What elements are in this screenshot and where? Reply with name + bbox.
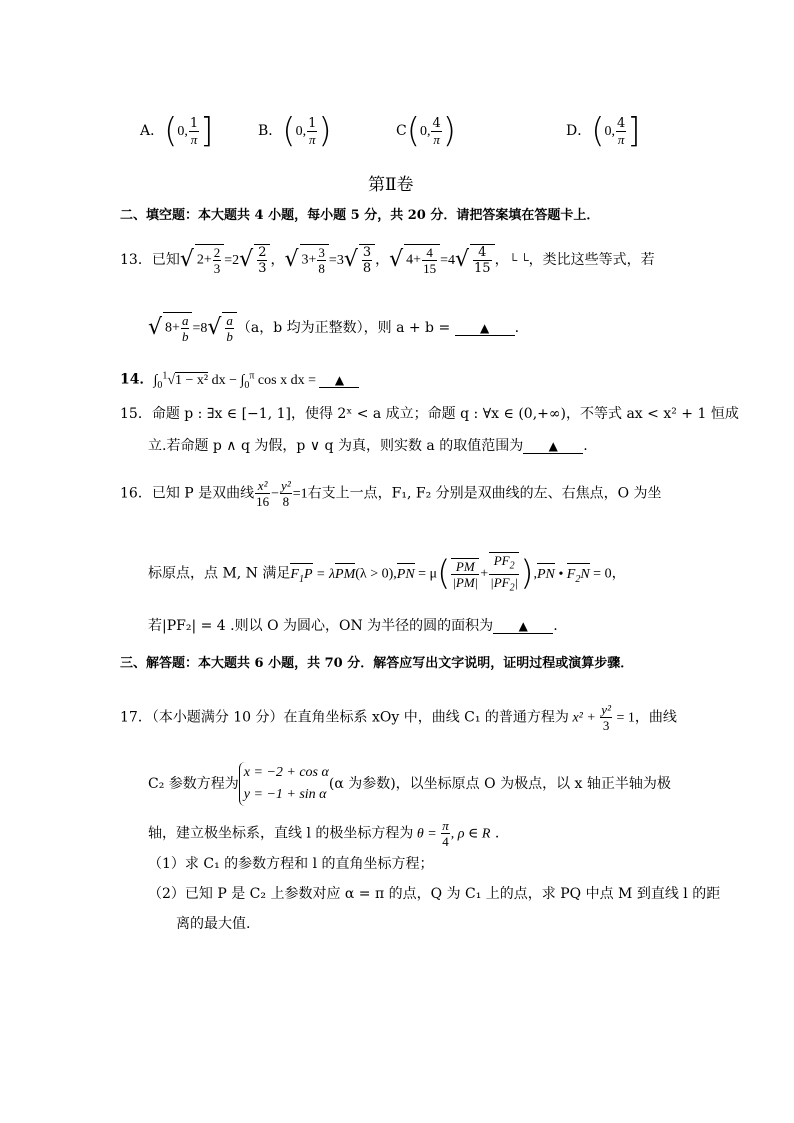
q16-line3: 若|PF₂| = 4 .则以 O 为圆心，ON 为半径的圆的面积为 ▲ . bbox=[148, 618, 558, 634]
q15-line2: 立.若命题 p ∧ q 为假，p ∨ q 为真，则实数 a 的取值范围为 ▲ . bbox=[148, 438, 588, 454]
q17-part2-line1: （2）已知 P 是 C₂ 上参数对应 α = π 的点，Q 为 C₁ 上的点，求 PQ 中点 M 到直线 l 的距 bbox=[148, 886, 721, 902]
q13-answer-blank: ▲ bbox=[455, 321, 515, 336]
section2-header: 二、填空题：本大题共 4 小题，每小题 5 分，共 20 分．请把答案填在答题卡上． bbox=[120, 208, 600, 223]
q17-part1: （1）求 C₁ 的参数方程和 l 的直角坐标方程； bbox=[148, 856, 434, 872]
section-title: 第Ⅱ卷 bbox=[368, 175, 414, 195]
q16-line2: 标原点，点 M, N 满足$F_1P = \lambda PM(\lambda > 0),PN = \mu$( $\frac{PM}{|PM|}$ + $\frac{PF_2}{|PF_2|}$ ),PN • $F_2N = 0$， bbox=[148, 553, 626, 594]
option-d: D．(0, $\frac{4}{\pi}$ ] bbox=[566, 111, 641, 151]
q16-answer-blank: ▲ bbox=[493, 619, 553, 634]
q17-part2-line2: 离的最大值. bbox=[176, 916, 251, 932]
option-b: B．(0, $\frac{1}{\pi}$ ) bbox=[258, 111, 332, 151]
q14-line: 14．$\int_0^1√1 - x^2$ dx − $\int_0^\pi$ cos x dx = ▲ bbox=[120, 366, 359, 395]
option-c: C(0, $\frac{4}{\pi}$ ) bbox=[396, 111, 457, 151]
q17-line3: 轴，建立极坐标系，直线 l 的极坐标方程为 θ = $\frac{\pi}{4}$ , ρ ∈ R . bbox=[148, 818, 500, 849]
section3-header: 三、解答题：本大题共 6 小题，共 70 分．解答应写出文字说明，证明过程或演算步骤． bbox=[120, 656, 634, 671]
q15-answer-blank: ▲ bbox=[523, 439, 583, 454]
option-a: A．(0, $\frac{1}{\pi}$ ] bbox=[140, 111, 214, 151]
q16-line1: 16．已知 P 是双曲线 $\frac{\text{x²}}{16}$ − $\frac{\text{y²}}{8}$ =1右支上一点，F₁, F₂ 分别是双曲线的左、右焦点，O 为坐 bbox=[120, 478, 662, 509]
q13-line1: 13．已知√ 2+ $\frac{2}{3}$ =2√ $\frac{2}{3}$ ，√ 3+ $\frac{3}{8}$ =3√ $\frac{3}{8}$ ，√ 4+ $\frac{4}{15}$ =4√ $\frac{4}{15}$ ，└ └，类比这些等式，若 bbox=[120, 245, 655, 276]
q13-line2: √ 8+ $\frac{a}{b}$ =8√ $\frac{a}{b}$ （a，b 均为正整数），则 a + b = ▲ . bbox=[148, 313, 520, 344]
q15-line1: 15．命题 p : ∃x ∈ [−1, 1]，使得 2ˣ < a 成立；命题 q : ∀x ∈ (0,+∞)，不等式 ax < x² + 1 恒成 bbox=[120, 406, 739, 422]
q17-line1: 17．（本小题满分 10 分）在直角坐标系 xOy 中，曲线 C₁ 的普通方程为 x² + $\frac{\text{y²}}{3}$ = 1，曲线 bbox=[120, 702, 677, 733]
q14-answer-blank: ▲ bbox=[319, 373, 359, 388]
q17-line2: C₂ 参数方程为 x = −2 + cos α y = −1 + sin α (α 为参数)，以坐标原点 O 为极点，以 x 轴正半轴为极 bbox=[148, 762, 671, 806]
